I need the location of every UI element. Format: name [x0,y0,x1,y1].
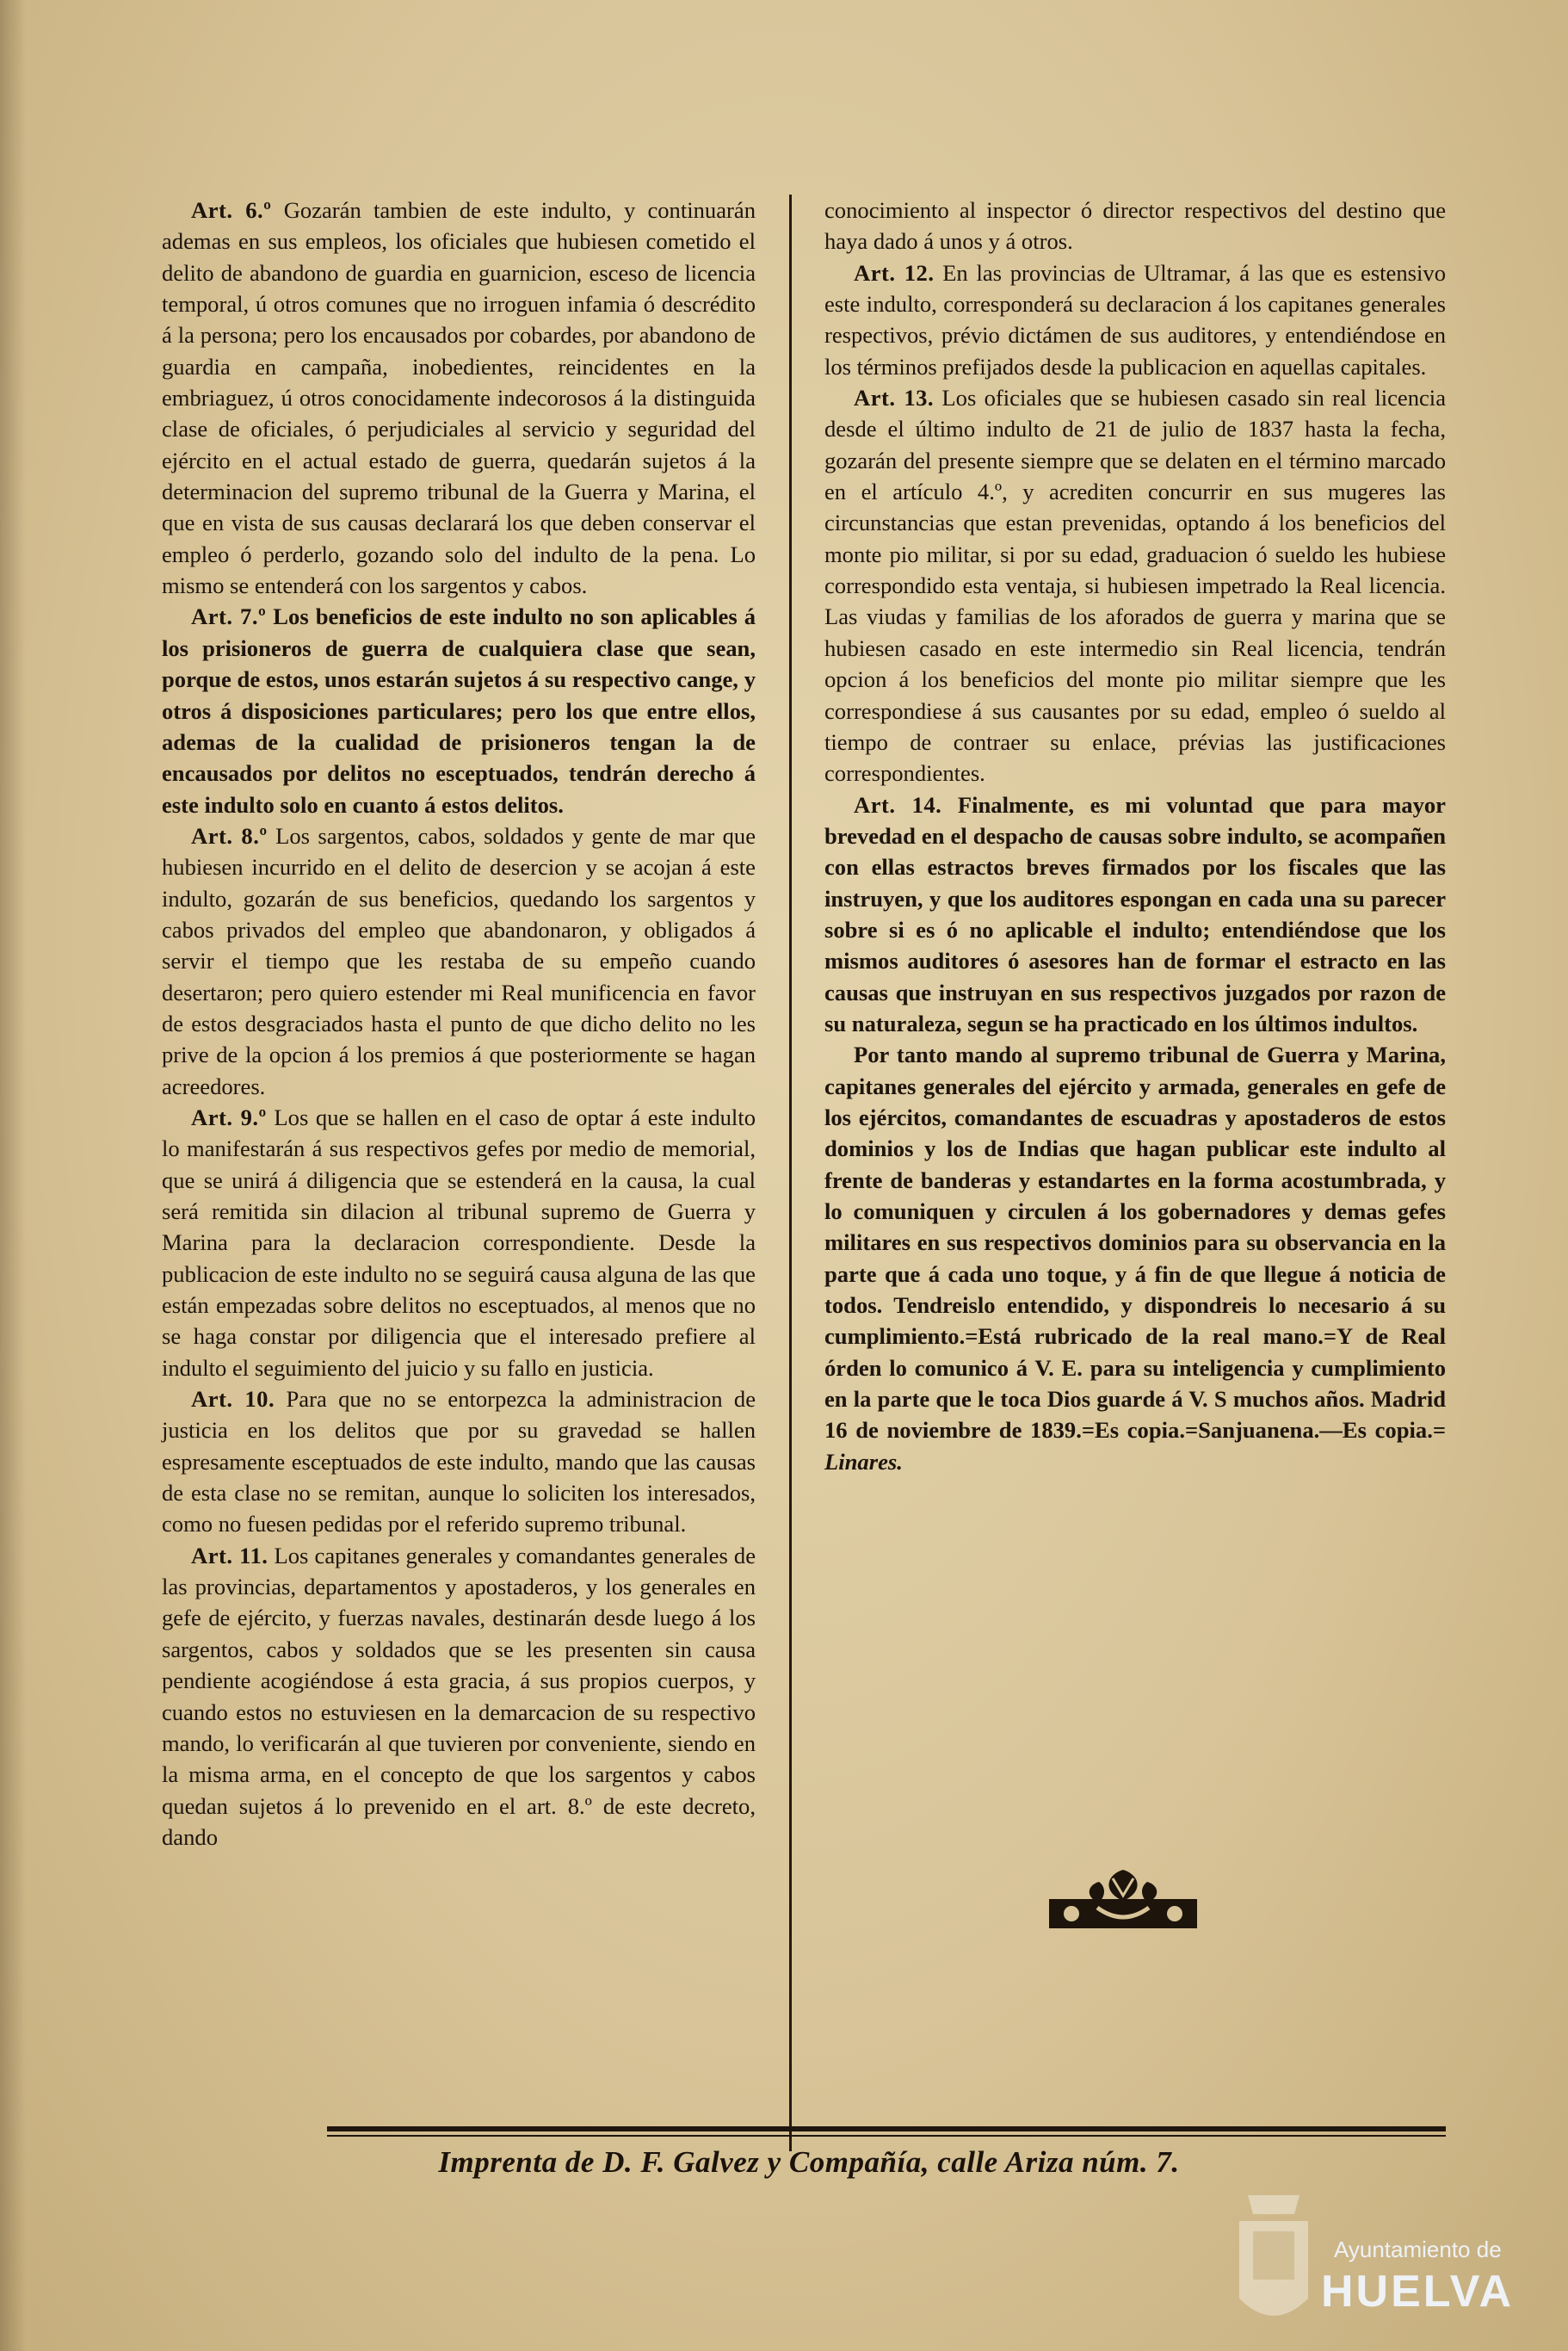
article-9-label: Art. 9.º [191,1104,267,1130]
article-12 [824,257,1446,382]
right-column [824,195,1446,1477]
watermark-label: Ayuntamiento de [1334,2237,1502,2262]
article-9-text: Los que se hallen en el caso de optar á este indulto lo manifestarán á sus respectivos gefes por medio de memorial, que se unirá á diligencia que se estenderá en la causa, la cual será remitida sin dilacion al tribunal supremo de Guerra y Marina para la declaracion correspondiente. Desde la publicacion de este indulto no se seguirá causa alguna de las que están empezadas sobre delitos no esceptuados, al menos que no se haga constar por diligencia que el interesado prefiere al indulto el seguimiento del juicio y su fallo en justicia. [162,1104,756,1381]
left-column [162,195,756,1853]
page-edge-shadow [0,0,26,2351]
article-11-label: Art. 11. [191,1542,269,1568]
article-13-label: Art. 13. [854,385,935,411]
article-13 [824,382,1446,789]
printer-imprint: Imprenta de D. F. Galvez y Compañía, calle Ariza núm. 7. [438,2145,1180,2179]
article-10 [162,1383,756,1540]
article-11-continuation: conocimiento al inspector ó director respectivos del destino que haya dado á unos y á otros. [824,197,1446,255]
article-6 [162,195,756,601]
article-8-label: Art. 8.º [191,822,268,849]
article-7-label: Art. 7.º [191,603,267,630]
article-8 [162,820,756,1102]
article-6-text: Gozarán tambien de este indulto, y continuarán ademas en sus empleos, los oficiales que hubiesen cometido el delito de abandono de guardia en guarnicion, esceso de licencia temporal, ú otros comunes que no irroguen infamia ó descrédito á la persona; pero los encausados por cobardes, por abandono de guardia en campaña, inobedientes, reincidentes en la embriaguez, ú otros conocidamente indecorosos á la distinguida clase de oficiales, ó perjudiciales al servicio y seguridad del ejército en el actual estado de guerra, quedarán sujetos á la determinacion del supremo tribunal de la Guerra y Marina, el que en vista de sus causas declarará los que deben conservar el empleo ó perderlo, gozando solo del indulto de la pena. Lo mismo se entenderá con los sargentos y cabos. [162,197,756,599]
article-12-label: Art. 12. [854,259,935,286]
article-10-text: Para que no se entorpezca la administracion de justicia en los delitos que por su gravedad se hallen espresamente esceptuados de este indulto, mando que las causas de esta clase no se remitan, aunque lo soliciten los interesados, como no fuesen pedidas por el referido supremo tribunal. [162,1386,756,1537]
article-6-label: Art. 6.º [191,197,272,223]
article-7 [162,601,756,820]
article-14-label: Art. 14. [854,791,942,818]
article-14 [824,789,1446,1040]
printer-ornament-icon [1046,1866,1201,1933]
article-14-text: Finalmente, es mi voluntad que para mayor brevedad en el despacho de causas sobre indulto, se acompañen con ellas estractos breves firmados por los fiscales que las instruyen, y que los auditores espongan en cada una su parecer sobre si es ó no aplicable el indulto; entendiéndose que los mismos auditores ó asesores han de formar el estracto en las causas que instruyan en sus respectivos juzgados por razon de su naturaleza, segun se ha practicado en los últimos indultos. [824,791,1446,1036]
article-10-label: Art. 10. [191,1386,275,1413]
footer-rule-thin [327,2135,1446,2137]
watermark-city: HUELVA [1321,2267,1515,2317]
closing-text: Por tanto mando al supremo tribunal de Guerra y Marina, capitanes generales del ejército y armada, generales en gefe de los ejércitos, comandantes de escuadras y apostaderos de estos dominios y los de Indias que hagan publicar este indulto al frente de banderas y estandartes en la forma acostumbrada, y lo comuniquen y circulen á los gobernadores y demas gefes militares en sus respectivos dominios para su observancia en la parte que á cada uno toque, y á fin de que llegue á noticia de todos. Tendreislo entendido, y dispondreis lo necesario á su cumplimiento.=Está rubricado de la real mano.=Y de Real órden lo comunico á V. E. para su inteligencia y cumplimiento en la parte que le toca Dios guarde á V. S muchos años. Madrid 16 de noviembre de 1839.=Es copia.=Sanjuanena.—Es copia.= [824,1042,1446,1444]
column-divider [789,195,792,2151]
footer-rule-thick [327,2126,1446,2131]
article-11-text: Los capitanes generales y comandantes generales de las provincias, departamentos y apostaderos, y los generales en gefe de ejército, y fuerzas navales, destinarán desde luego á los sargentos, cabos y soldados que se les presenten sin causa pendiente acogiéndose á esta gracia, á sus propios cuerpos, y cuando estos no estuviesen en la demarcacion de su respectivo mando, lo verificarán al que tuvieren por conveniente, siendo en la misma arma, en el concepto de que los sargentos y cabos quedan sujetos á lo prevenido en el art. 8.º de este decreto, dando [162,1542,756,1850]
article-11 [162,1540,756,1853]
article-8-text: Los sargentos, cabos, soldados y gente de mar que hubiesen incurrido en el delito de desercion y se acojan á este indulto, gozarán de sus beneficios, quedando los sargentos y cabos privados del empleo que abandonaron, y obligados á servir el tiempo que les restaba de su empeño cuando desertaron; pero quiero estender mi Real munificencia en favor de estos desgraciados hasta el punto de que dicho delito no les prive de la opcion á los premios á que posteriormente se hagan acreedores. [162,822,756,1099]
article-12-text: En las provincias de Ultramar, á las que es estensivo este indulto, corresponderá su declaracion á los capitanes generales respectivos, prévio dictámen de sus auditores, y entendiéndose en los términos prefijados desde la publicacion en aquellas capitales. [824,259,1446,380]
article-13-text: Los oficiales que se hubiesen casado sin real licencia desde el último indulto de 21 de julio de 1837 hasta la fecha, gozarán del presente siempre que se delaten en el término marcado en el artículo 4.º, y acrediten concurrir en sus mugeres las circunstancias que estan prevenidas, optando á los beneficios del monte pio militar, si por su edad, graduacion ó sueldo les hubiese correspondido esta ventaja, si hubiesen impetrado la Real licencia. Las viudas y familias de los aforados de guerra y marina que se hubiesen casado en este intermedio sin Real licencia, tendrán opcion á los beneficios del monte pio militar siempre que les correspondiese á sus causantes por su edad, empleo ó sueldo al tiempo de contraer su enlace, prévias las justificaciones correspondientes. [824,385,1447,787]
article-7-text: Los beneficios de este indulto no son aplicables á los prisioneros de guerra de cualquiera clase que sean, porque de estos, unos estarán sujetos á su respectivo cange, y otros á disposiciones particulares; pero los que entre ellos, ademas de la cualidad de prisioneros tengan la de encausados por delitos no esceptuados, tendrán derecho á este indulto solo en cuanto á estos delitos. [162,603,756,818]
signature: Linares. [824,1448,903,1475]
article-9 [162,1102,756,1383]
closing-paragraph [824,1039,1446,1477]
